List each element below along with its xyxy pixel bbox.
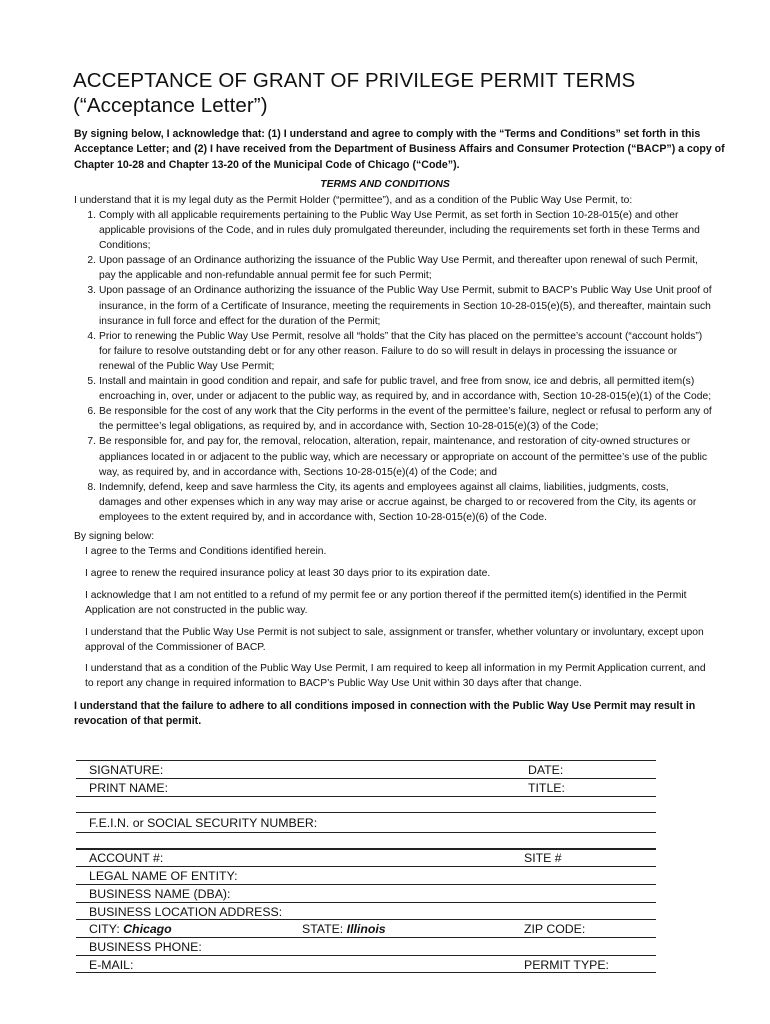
term-text — [99, 434, 707, 479]
print-name-field[interactable]: PRINT NAME: — [89, 781, 169, 795]
term-item — [74, 480, 712, 525]
agreement-paragraph — [85, 625, 704, 655]
legal-name-field[interactable]: LEGAL NAME OF ENTITY: — [89, 869, 238, 883]
terms-list — [74, 208, 712, 525]
title-field[interactable]: TITLE: — [528, 781, 565, 795]
document-title — [73, 68, 713, 118]
business-name-field[interactable]: BUSINESS NAME (DBA): — [89, 887, 231, 901]
term-line: renewal of the Public Way Use Permit; — [99, 360, 275, 372]
form-rule — [76, 760, 656, 761]
term-line: way, as required by, and in accordance with, Sections 10-28-015(e)(4) of the Code; and — [99, 466, 497, 478]
term-text — [99, 374, 711, 404]
fein-field[interactable]: F.E.I.N. or SOCIAL SECURITY NUMBER: — [89, 816, 318, 830]
term-number: 6. — [87, 406, 96, 418]
email-field[interactable]: E-MAIL: — [89, 958, 134, 972]
term-line: Install and maintain in good condition and repair, and safe for public travel, and free from snow, ice and debris, all permitted item(s) — [99, 376, 695, 388]
form-rule — [76, 832, 656, 833]
agreement-paragraph — [85, 566, 490, 581]
acknowledgement-intro — [74, 127, 725, 173]
agreement-paragraph — [85, 588, 687, 618]
term-item — [74, 283, 712, 328]
form-rule — [76, 796, 656, 797]
warning-line: revocation of that permit. — [74, 715, 202, 728]
revocation-warning — [74, 699, 695, 730]
site-number-field[interactable]: SITE # — [524, 851, 562, 865]
form-rule — [76, 955, 656, 956]
term-line: Upon passage of an Ordinance authorizing the issuance of the Public Way Use Permit, submit to BACP’s Public Way Use Unit proof of — [99, 285, 712, 297]
term-text — [99, 208, 700, 253]
city-value: Chicago — [123, 922, 172, 936]
zip-code-field[interactable]: ZIP CODE: — [524, 922, 586, 936]
term-text — [99, 404, 712, 434]
term-line: applicable provisions of the Code, and in rules duly promulgated thereunder, including the requirements set forth in these Terms and — [99, 225, 700, 237]
state-value: Illinois — [346, 922, 386, 936]
term-number: 4. — [87, 330, 96, 342]
form-rule — [76, 884, 656, 885]
account-number-field[interactable]: ACCOUNT #: — [89, 851, 164, 865]
terms-heading: TERMS AND CONDITIONS — [320, 179, 450, 190]
form-rule — [76, 778, 656, 779]
business-address-field[interactable]: BUSINESS LOCATION ADDRESS: — [89, 905, 283, 919]
intro-line: By signing below, I acknowledge that: (1) I understand and agree to comply with the “Terms and Conditions” set forth in this — [74, 128, 701, 140]
agreement-line: Application are not constructed in the public way. — [85, 605, 308, 617]
city-field[interactable] — [89, 922, 172, 936]
term-line: encroaching in, over, under or adjacent to the public way, as required by, and in accordance with, Section 10-28-015(e)(1) of the Code; — [99, 391, 712, 403]
title-line-2: (“Acceptance Letter”) — [73, 94, 268, 117]
term-text — [99, 329, 702, 374]
term-item — [74, 208, 712, 253]
signature-field[interactable]: SIGNATURE: — [89, 763, 164, 777]
term-line: appliances located in or adjacent to the public way, which are necessary or appropriate on account of the permittee’s use of the public — [99, 451, 708, 463]
term-item — [74, 404, 712, 434]
term-line: the permittee’s legal obligations, as required by, and in accordance with, Section 10-28-015(e)(3) of the Code; — [99, 421, 599, 433]
form-rule — [76, 848, 656, 850]
agreement-line: I acknowledge that I am not entitled to a refund of my permit fee or any portion thereof if the permitted item(s) identified in the Permit — [85, 590, 687, 601]
title-line-1: ACCEPTANCE OF GRANT OF PRIVILEGE PERMIT TERMS — [73, 69, 636, 92]
agreement-line: I agree to renew the required insurance policy at least 30 days prior to its expiration date. — [85, 568, 491, 579]
term-line: Indemnify, defend, keep and save harmless the City, its agents and employees against all claims, liabilities, judgments, costs, — [99, 481, 669, 493]
form-rule — [76, 902, 656, 903]
term-line: pay the applicable and non-refundable annual permit fee for such Permit; — [99, 270, 432, 282]
term-item — [74, 434, 712, 479]
signing-heading: By signing below: — [74, 531, 155, 542]
term-item — [74, 253, 712, 283]
term-line: Be responsible for, and pay for, the removal, relocation, alteration, repair, maintenance, and restoration of city-owned structures or — [99, 436, 691, 448]
business-phone-field[interactable]: BUSINESS PHONE: — [89, 940, 202, 954]
term-number: 1. — [87, 210, 96, 221]
term-item — [74, 329, 712, 374]
term-line: insurance, in the form of a Certificate of Insurance, meeting the requirements in Section 10-28-015(e)(5), and thereafter, maintain such — [99, 300, 711, 312]
agreement-line: I understand that the Public Way Use Permit is not subject to sale, assignment or transfer, whether voluntary or involuntary, except upon — [85, 627, 704, 638]
agreement-paragraph — [85, 544, 326, 559]
intro-line: Chapter 10-28 and Chapter 13-20 of the Municipal Code of Chicago (“Code”). — [74, 158, 460, 171]
agreement-line: I understand that as a condition of the Public Way Use Permit, I am required to keep all information in my Permit Application current, and — [85, 663, 706, 674]
form-rule — [76, 812, 656, 813]
term-text — [99, 283, 712, 328]
term-number: 5. — [87, 376, 96, 388]
warning-line: I understand that the failure to adhere to all conditions imposed in connection with the Public Way Use Permit may result in — [74, 700, 696, 712]
intro-line: Acceptance Letter; and (2) I have received from the Department of Business Affairs and Consumer Protection (“BACP”) a copy of — [74, 143, 725, 156]
term-text — [99, 480, 696, 525]
terms-lead: I understand that it is my legal duty as the Permit Holder (“permittee”), and as a condition of the Public Way Use Permit, to: — [74, 195, 633, 206]
term-line: Conditions; — [99, 240, 151, 252]
form-rule — [76, 919, 656, 920]
agreement-line: approval of the Commissioner of BACP. — [85, 642, 266, 654]
date-field[interactable]: DATE: — [528, 763, 564, 777]
term-number: 3. — [87, 285, 96, 297]
term-line: insurance in full force and effect for the duration of the Permit; — [99, 315, 381, 327]
term-number: 7. — [87, 436, 96, 448]
state-field[interactable] — [302, 922, 386, 936]
term-line: Comply with all applicable requirements pertaining to the Public Way Use Permit, as set forth in Section 10-28-015(e) and other — [99, 210, 679, 221]
term-number: 2. — [87, 255, 96, 267]
term-line: Prior to renewing the Public Way Use Permit, resolve all “holds” that the City has placed on the permittee’s account (“account holds”) — [99, 330, 703, 342]
form-rule — [76, 972, 656, 973]
term-line: damages and other expenses which in any way may arise or accrue against, be charged to or recovered from the City, its agents or — [99, 496, 697, 508]
form-rule — [76, 937, 656, 938]
term-number: 8. — [87, 481, 96, 493]
term-line: for failure to resolve outstanding debt or for any other reason. Failure to do so will result in delays in processing the issuance or — [99, 345, 678, 357]
term-text — [99, 253, 698, 283]
state-label: STATE: — [302, 922, 344, 936]
term-line: Be responsible for the cost of any work that the City performs in the event of the permittee’s failure, neglect or refusal to perform any of — [99, 406, 712, 418]
agreement-line: to report any change in required information to BACP’s Public Way Use Unit within 30 days after that change. — [85, 678, 582, 690]
agreement-line: I agree to the Terms and Conditions identified herein. — [85, 546, 327, 557]
agreement-paragraph — [85, 661, 706, 691]
term-line: employees to the extent required by, and in accordance with, Section 10-28-015(e)(6) of the Code. — [99, 511, 547, 523]
term-item — [74, 374, 712, 404]
city-label: CITY: — [89, 922, 120, 936]
form-rule — [76, 866, 656, 867]
permit-type-field[interactable]: PERMIT TYPE: — [524, 958, 609, 972]
term-line: Upon passage of an Ordinance authorizing the issuance of the Public Way Use Permit, and thereafter upon renewal of such Permit, — [99, 255, 698, 267]
